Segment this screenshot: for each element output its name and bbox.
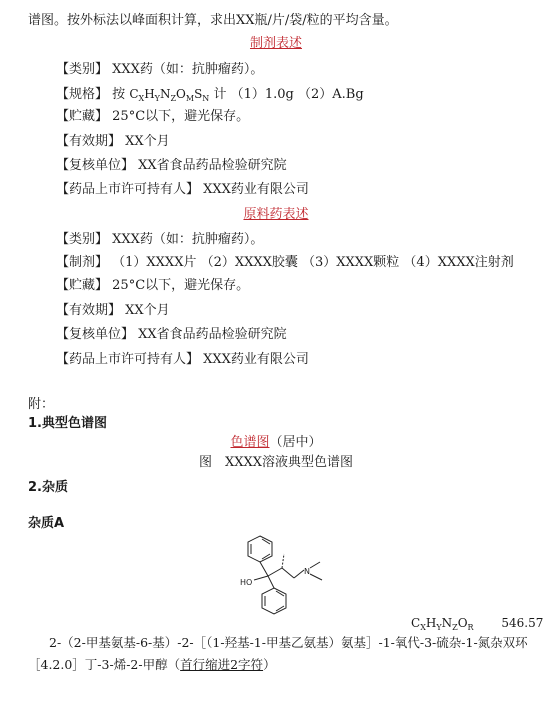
api-review: 【复核单位】 XX省食品药品检验研究院 bbox=[56, 327, 287, 342]
ho-label: HO bbox=[240, 578, 253, 587]
prep-holder: 【药品上市许可持有人】 XXX药业有限公司 bbox=[56, 182, 309, 197]
prep-validity: 【有效期】 XX个月 bbox=[56, 134, 170, 149]
impurity-structure bbox=[230, 532, 350, 622]
appendix-label: 附： bbox=[28, 397, 55, 412]
prep-heading bbox=[0, 35, 552, 53]
prep-review: 【复核单位】 XX省食品药品检验研究院 bbox=[56, 158, 287, 173]
api-storage: 【贮藏】 25°C以下，避光保存。 bbox=[56, 278, 250, 293]
chromatogram-link[interactable]: 色谱图 bbox=[230, 435, 270, 450]
api-category: 【类别】 XXX药（如：抗肿瘤药）。 bbox=[56, 232, 264, 247]
prep-heading-link[interactable]: 制剂表述 bbox=[249, 36, 302, 51]
api-heading bbox=[0, 206, 552, 224]
n-label: N bbox=[304, 567, 310, 576]
prep-storage: 【贮藏】 25°C以下，避光保存。 bbox=[56, 109, 250, 124]
indent-note: 首行缩进2字符 bbox=[180, 657, 264, 672]
api-heading-link[interactable]: 原料药表述 bbox=[243, 207, 309, 222]
prep-category: 【类别】 XXX药（如：抗肿瘤药）。 bbox=[56, 62, 264, 77]
api-formulation: 【制剂】 （1）XXXX片 （2）XXXX胶囊 （3）XXXX颗粒 （4）XXXX注射剂 bbox=[56, 255, 514, 270]
molecular-weight: 546.57 bbox=[501, 616, 544, 630]
prep-spec: 【规格】 按 $C_XH_YN_ZO_MS_N$ 计 （1）1.0g （2）A.Bg bbox=[56, 87, 364, 103]
chromatogram-placeholder: 色谱图（居中） bbox=[230, 435, 322, 450]
molecular-formula: $C_XH_YN_ZO_R$ 546.57 bbox=[411, 616, 544, 632]
intro-line: 谱图。按外标法以峰面积计算，求出XX瓶/片/袋/粒的平均含量。 bbox=[28, 13, 398, 28]
api-validity: 【有效期】 XX个月 bbox=[56, 303, 170, 318]
chemical-name-line2: ［4.2.0］丁-3-烯-2-甲醇（首行缩进2字符） bbox=[28, 657, 276, 672]
chemical-name-line1: 2-（2-甲基氨基-6-基）-2-［（1-羟基-1-甲基乙氨基）氨基］-1-氧代-3-硫杂-1-氮杂双环 bbox=[49, 635, 528, 650]
figure-caption: 图 XXXX溶液典型色谱图 bbox=[198, 455, 354, 470]
section-chromatogram: 1.典型色谱图 bbox=[28, 416, 107, 431]
api-holder: 【药品上市许可持有人】 XXX药业有限公司 bbox=[56, 352, 309, 367]
impurity-a-label: 杂质A bbox=[28, 516, 65, 531]
section-impurity: 2.杂质 bbox=[28, 480, 68, 495]
